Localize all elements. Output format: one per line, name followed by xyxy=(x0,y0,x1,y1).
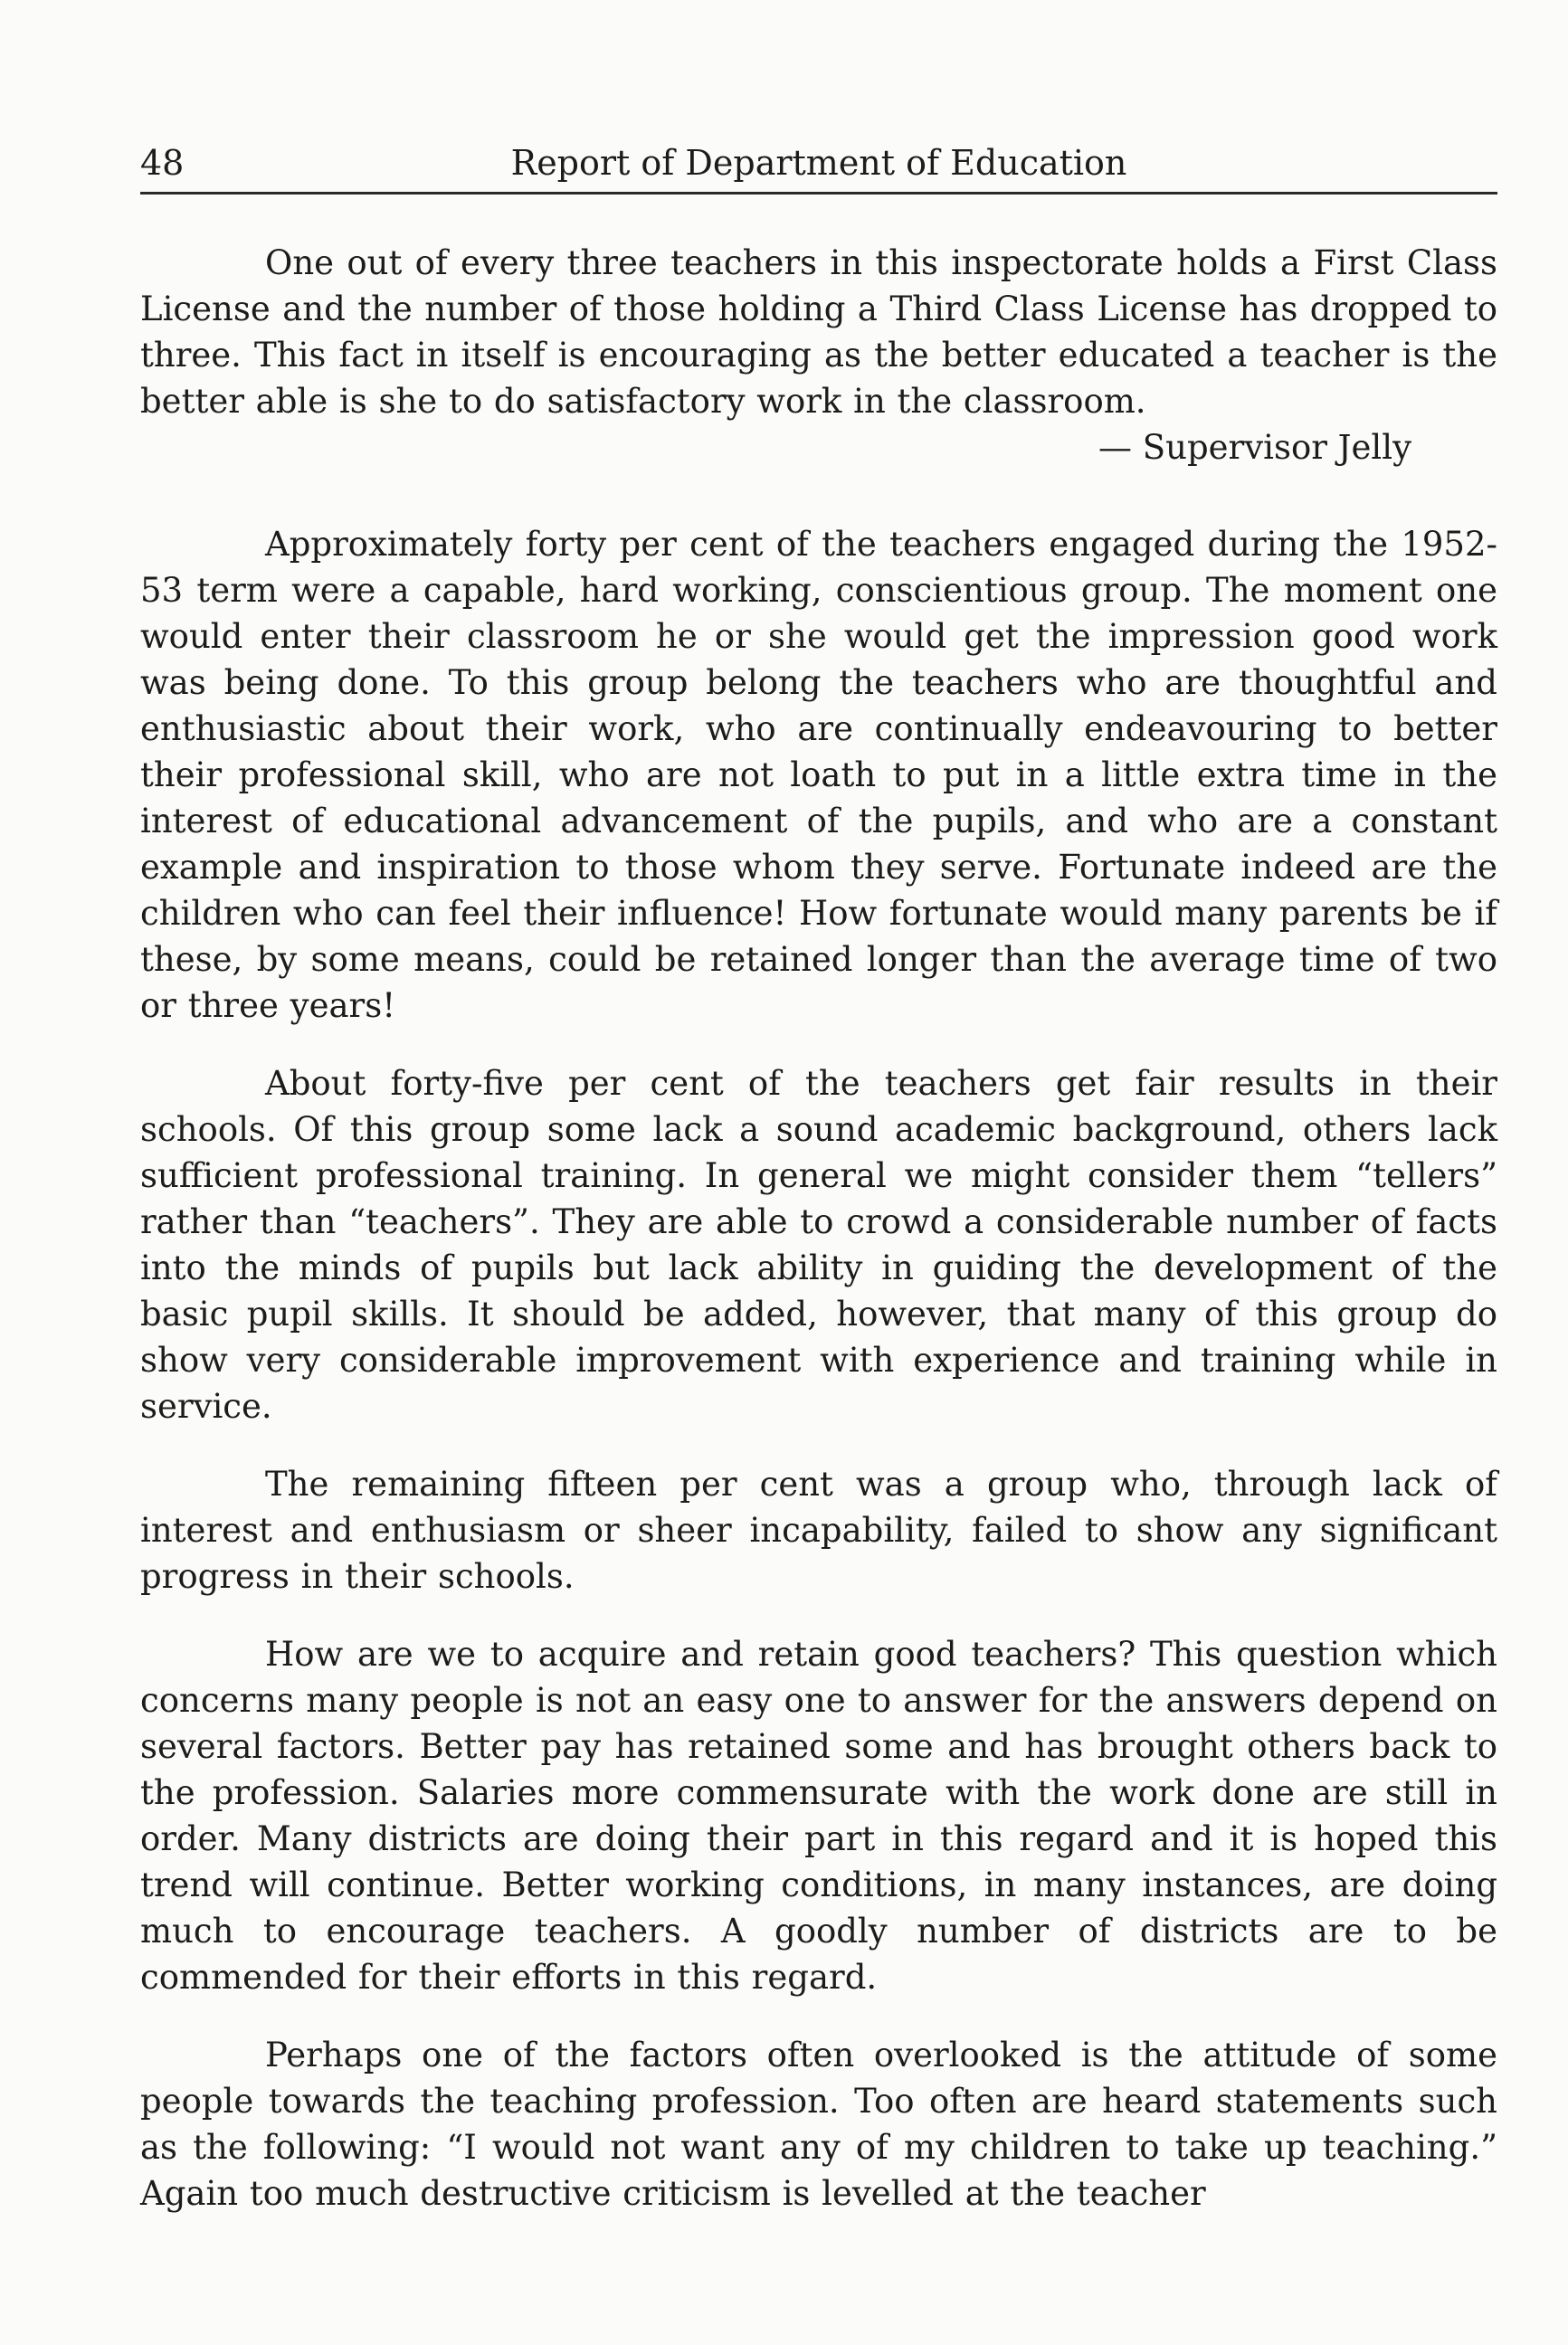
page-number: 48 xyxy=(140,143,185,183)
paragraph-retain-good-teachers: How are we to acquire and retain good teachers? This question which concerns many people is not an easy one to answer for the answers depend on several factors. Better pay has retained some and has brought others back to the profession. Salaries more commensurate with the work done are still in order. Many districts are doing their part in this regard and it is hoped this trend will continue. Better working conditions, in many instances, are doing much to encourage teachers. A goodly number of districts are to be commended for their efforts in this regard. xyxy=(140,1635,1497,1997)
page-header xyxy=(140,136,1497,190)
paragraph-attitude: Perhaps one of the factors often overlooked is the attitude of some people towards the teaching profession. Too often are heard statements such as the following: “I would not want any of my children to take up teaching.” Again too much destructive criticism is levelled at the teacher xyxy=(140,2036,1497,2213)
running-title: Report of Department of Education xyxy=(510,143,1127,183)
paragraph-fifteen-per-cent: The remaining fifteen per cent was a group who, through lack of interest and enthusiasm or sheer incapability, failed to show any significant progress in their schools. xyxy=(140,1465,1497,1596)
header-rule xyxy=(140,192,1497,195)
signature: — Supervisor Jelly xyxy=(1098,428,1411,467)
paragraph-first-class-license: One out of every three teachers in this inspectorate holds a First Class License and the number of those holding a Third Class License has dropped to three. This fact in itself is encouraging as the better educated a teacher is the better able is she to do satisfactory work in the classroom. xyxy=(140,243,1497,421)
paragraph-forty-per-cent: Approximately forty per cent of the teachers engaged during the 1952-53 term were a capable, hard working, conscientious group. The moment one would enter their classroom he or she would get the impression good work was being done. To this group belong the teachers who are thoughtful and enthusiastic about their work, who are continually endeavouring to better their professional skill, who are not loath to put in a little extra time in the interest of educational advancement of the pupils, and who are a constant example and inspiration to those whom they serve. Fortunate indeed are the children who can feel their influence! How fortunate would many parents be if these, by some means, could be retained longer than the average time of two or three years! xyxy=(140,525,1497,1025)
paragraph-forty-five-per-cent: About forty-five per cent of the teachers get fair results in their schools. Of this group some lack a sound academic background, others lack sufficient professional training. In general we might consider them “tellers” rather than “teachers”. They are able to crowd a considerable number of facts into the minds of pupils but lack ability in guiding the development of the basic pupil skills. It should be added, however, that many of this group do show very considerable improvement with experience and training while in service. xyxy=(140,1064,1497,1426)
body-text xyxy=(140,240,1497,2217)
